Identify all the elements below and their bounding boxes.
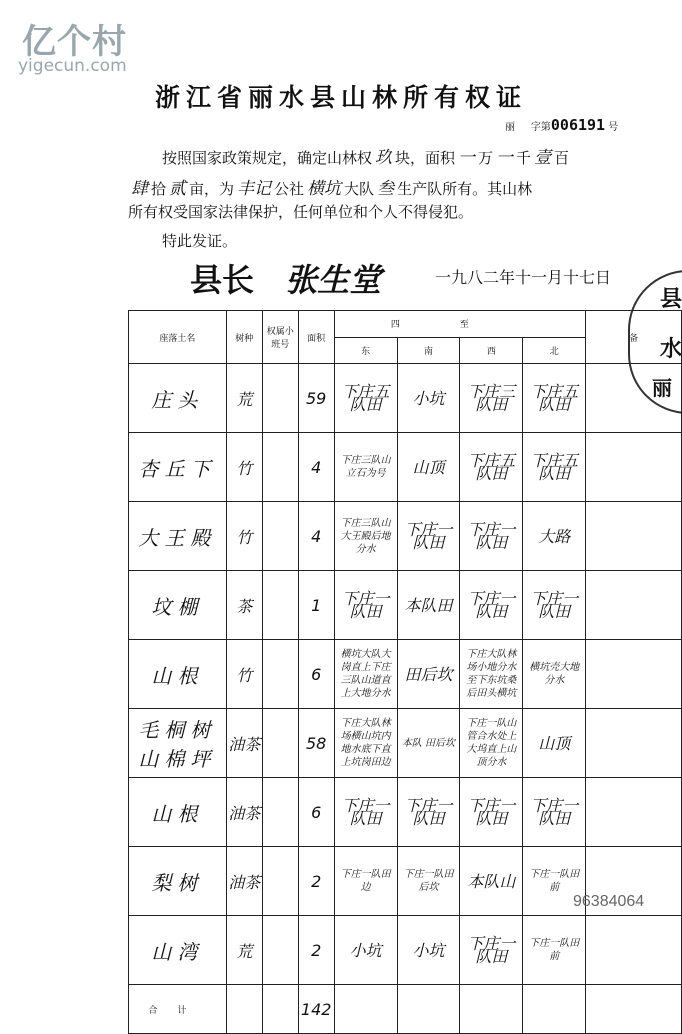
cell-south: 山顶 [397,433,460,502]
cell-plot [262,778,298,847]
paragraph-line-3: 所有权受国家法律保护，任何单位和个人不得侵犯。 [128,203,474,221]
header-area: 面积 [298,311,334,364]
cell-east: 下庄一队田边 [334,847,397,916]
cert-prefix-2: 字第 [530,122,551,133]
cell-east: 下庄一队田 [334,571,397,640]
cell-place: 山根 [129,640,227,709]
table-row [129,433,682,502]
cell-south: 下庄一队田 [397,778,460,847]
certificate-number [505,116,618,134]
cell-species: 油茶 [226,778,262,847]
signature-name: 张生堂 [285,261,382,299]
header-note: 备 [586,311,682,364]
cert-suffix: 号 [608,122,619,133]
total-row [129,985,682,1034]
header-west: 西 [460,337,523,364]
table-row [129,709,682,778]
total-label: 合计 [129,985,227,1034]
cell-note [586,640,682,709]
handwritten-commune: 丰记 [237,179,272,199]
cell-place: 坟棚 [129,571,227,640]
cell-plot [262,916,298,985]
cell-south: 本队田 [397,571,460,640]
cell-species: 荒 [226,364,262,433]
cell-note [586,778,682,847]
table-row [129,778,682,847]
forest-rights-table [128,310,682,1034]
cell-west: 下庄一队田 [460,778,523,847]
header-east: 东 [334,337,397,364]
cell-species: 竹 [226,433,262,502]
cell-place: 杏丘下 [129,433,227,502]
table-row [129,502,682,571]
cell-plot [262,433,298,502]
handwritten-mu: 贰 [169,179,187,199]
header-species: 树种 [226,311,262,364]
signature-line [190,255,640,299]
cell-west: 下庄大队林场小地分水至下东坑桑后田头横坑 [460,640,523,709]
cell-east: 下庄五队田 [334,364,397,433]
cell-east: 横坑大队大岗直上下庄三队山道直上大地分水 [334,640,397,709]
cell-place: 大王殿 [129,502,227,571]
cell-south: 田后坎 [397,640,460,709]
cell-south: 下庄一队田 [397,502,460,571]
cell-east: 小坑 [334,916,397,985]
cell-east: 下庄一队田 [334,778,397,847]
handwritten-qian: 一 [496,148,514,168]
header-boundary: 四至 [334,311,586,338]
cell-species: 竹 [226,640,262,709]
cell-north: 下庄一队田 [523,778,586,847]
cell-place: 毛桐树 山棉坪 [129,709,227,778]
cell-north: 下庄一队田前 [523,847,586,916]
cell-south: 小坑 [397,916,460,985]
cell-place: 山湾 [129,916,227,985]
cell-area: 2 [298,847,334,916]
cell-area: 59 [298,364,334,433]
cell-area: 6 [298,640,334,709]
image-id-text: 96384064 [573,893,645,910]
seal-char-3: 丽 [652,376,672,400]
watermark-logo: 亿个村 [22,22,127,62]
cert-prefix-1: 丽 [505,122,515,133]
cell-west: 下庄一队田 [460,571,523,640]
cell-area: 58 [298,709,334,778]
cell-species: 荒 [226,916,262,985]
cell-north: 横坑壳大地分水 [523,640,586,709]
cell-south: 本队 田后坎 [397,709,460,778]
handwritten-team: 叁 [377,179,395,199]
watermark-url: yigecun.com [18,56,127,76]
cell-west: 下庄三队田 [460,364,523,433]
handwritten-shi: 肆 [131,179,148,199]
cell-species: 油茶 [226,709,262,778]
cell-east: 下庄三队山大王殿后地分水 [334,502,397,571]
table-row [129,364,682,433]
signature-label: 县长 [190,261,255,299]
cell-note [586,433,682,502]
cell-north: 下庄一队田前 [523,916,586,985]
cell-north: 山顶 [523,709,586,778]
cell-east: 下庄三队山立石为号 [334,433,397,502]
cell-area: 4 [298,433,334,502]
cell-north: 下庄一队田 [523,571,586,640]
paragraph-line-4: 特此发证。 [162,232,238,250]
cell-south: 下庄一队田后坎 [397,847,460,916]
handwritten-wan: 一 [458,148,476,168]
cell-species: 竹 [226,502,262,571]
cell-area: 4 [298,502,334,571]
cell-place: 庄头 [129,364,227,433]
header-north: 北 [523,337,586,364]
cell-west: 下庄一队田 [460,916,523,985]
seal-char-2: 水 [660,336,682,362]
cell-north: 下庄五队田 [523,433,586,502]
total-area: 142 [298,985,334,1034]
paragraph-line-1: 按照国家政策规定，确定山林权 玖 块，面积 一 万 一 千 壹 百 [162,148,570,168]
cell-east: 下庄大队林场横山坑内地水底下直上坑岗田边 [334,709,397,778]
issue-date: 一九八二年十一月十七日 [435,268,612,287]
cell-west: 下庄五队田 [460,433,523,502]
cell-area: 1 [298,571,334,640]
handwritten-bai: 壹 [534,148,552,168]
cell-area: 6 [298,778,334,847]
cell-species: 茶 [226,571,262,640]
cell-west: 下庄一队田 [460,502,523,571]
cell-note [586,709,682,778]
cell-west: 本队山 [460,847,523,916]
cell-north: 大路 [523,502,586,571]
cell-note [586,916,682,985]
cert-number-value: 006191 [550,116,606,134]
handwritten-brigade: 横坑 [307,179,342,199]
cell-plot [262,709,298,778]
cell-plot [262,502,298,571]
header-plot: 权属小班号 [262,311,298,364]
cell-area: 2 [298,916,334,985]
cell-south: 小坑 [397,364,460,433]
cell-note [586,364,682,433]
cell-west: 下庄一队山管合水处上大坞直上山顶分水 [460,709,523,778]
cell-place: 梨树 [129,847,227,916]
cell-plot [262,640,298,709]
cell-note [586,502,682,571]
cell-plot [262,571,298,640]
header-south: 南 [397,337,460,364]
paragraph-line-2: 肆 拾 贰 亩，为 丰记 公社 横坑 大队 叁 生产队所有。其山林 [128,174,532,199]
cell-place: 山根 [129,778,227,847]
table-row [129,640,682,709]
handwritten-blocks: 玖 [375,148,393,168]
cell-plot [262,847,298,916]
cell-note [586,571,682,640]
cell-plot [262,364,298,433]
table-row [129,571,682,640]
seal-char-1: 县 [660,286,682,312]
header-place: 座落土名 [129,311,227,364]
cell-north: 下庄五队田 [523,364,586,433]
cell-species: 油茶 [226,847,262,916]
table-row [129,916,682,985]
page-title: 浙江省丽水县山林所有权证 [154,83,527,112]
